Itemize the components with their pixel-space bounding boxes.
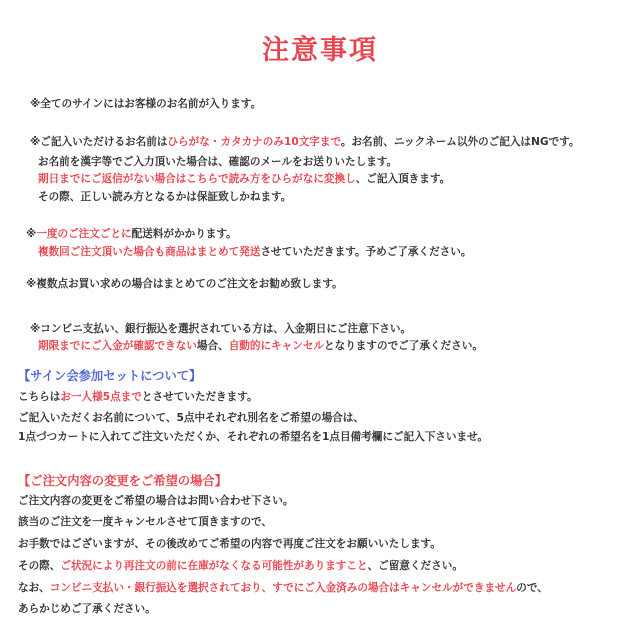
body-text: あらかじめご了承ください。 [18, 603, 156, 615]
body-text: お手数ではございますが、その後改めてご希望の内容で再度ご注文をお願いいたします。 [18, 538, 441, 550]
body-text: させていただきます。予めご了承ください。 [260, 246, 472, 258]
notice-line [18, 537, 441, 551]
highlight-text: 期日までにご返信がない場合はこちらで読み方をひらがなに変換し [38, 173, 356, 185]
notice-line [18, 494, 293, 508]
notice-line [26, 227, 237, 241]
notice-line [30, 97, 261, 111]
body-text: 。お名前、ニックネーム以外のご記入はNGです。 [340, 136, 580, 148]
notice-line [38, 339, 483, 353]
body-text: ※全てのサインにはお客様のお名前が入ります。 [30, 98, 262, 110]
notice-line [38, 155, 397, 169]
body-text: ご注文内容の変更をご希望の場合はお問い合わせ下さい。 [18, 495, 294, 507]
notice-line [18, 430, 488, 444]
body-text: ※ご記入いただけるお名前は [30, 136, 168, 148]
body-text: とさせていただきます。 [141, 391, 258, 403]
notice-line [18, 515, 272, 529]
highlight-text: 複数回ご注文頂いた場合も商品はまとめて発送 [38, 246, 261, 258]
body-text: ※コンビニ支払い、銀行振込を選択されている方は、入金期日にご注意下さい。 [30, 323, 412, 335]
notice-line [38, 245, 472, 259]
notice-line [18, 559, 463, 573]
notice-line [30, 135, 580, 149]
body-text: その際、 [18, 560, 61, 572]
body-text: ご記入いただくお名前について、5点中それぞれ別名をご希望の場合は、 [18, 412, 364, 424]
body-text: お名前を漢字等でご入力頂いた場合は、確認のメールをお送りいたします。 [38, 156, 398, 168]
body-text: こちらは [18, 391, 61, 403]
body-text: 1点づつカートに入れてご注文いただくか、それぞれの希望名を1点目備考欄にご記入下さいませ。 [18, 431, 488, 443]
body-text: ※ [26, 228, 37, 240]
notice-line [18, 602, 156, 616]
highlight-text: 一度のご注文ごとに [36, 228, 132, 240]
body-text: 場合、 [196, 340, 229, 352]
notice-line [18, 581, 548, 595]
body-text: その際、正しい読み方となるかは保証致しかねます。 [38, 191, 292, 203]
body-text: なお、 [18, 582, 50, 594]
body-text: 、ご留意ください。 [367, 560, 463, 572]
section-heading [18, 368, 201, 384]
notice-line [18, 390, 258, 404]
highlight-text: 自動的にキャンセル [228, 340, 325, 352]
highlight-text: 【ご注文内容の変更をご希望の場合】 [18, 474, 228, 488]
highlight-text: ひらがな・カタカナのみ10文字まで [167, 136, 341, 148]
body-text: 該当のご注文を一度キャンセルさせて頂きますので、 [18, 516, 273, 528]
section-heading [18, 473, 227, 489]
heading-text: 【サイン会参加セットについて】 [18, 369, 202, 383]
body-text: 、ご記入頂きます。 [355, 173, 451, 185]
notice-line [38, 190, 291, 204]
body-text: 配送料がかかります。 [131, 228, 237, 240]
highlight-text: 期限までにご入金が確認できない [38, 340, 197, 352]
page-title: 注意事項 [262, 35, 378, 66]
highlight-text: ご状況により再注文の前に在庫がなくなる可能性がありますこと [60, 560, 368, 572]
notice-line [26, 277, 343, 291]
notice-line [38, 172, 450, 186]
body-text: ので、 [516, 582, 548, 594]
notice-line [18, 411, 364, 425]
body-text: となりますのでご了承ください。 [324, 340, 483, 352]
highlight-text: お一人様5点まで [60, 391, 142, 403]
highlight-text: コンビニ支払い・銀行振込を選択されており、すでにご入金済みの場合はキャンセルができません [49, 582, 517, 594]
body-text: ※複数点お買い求めの場合はまとめてのご注文をお勧め致します。 [26, 278, 343, 290]
notice-line [30, 322, 411, 336]
